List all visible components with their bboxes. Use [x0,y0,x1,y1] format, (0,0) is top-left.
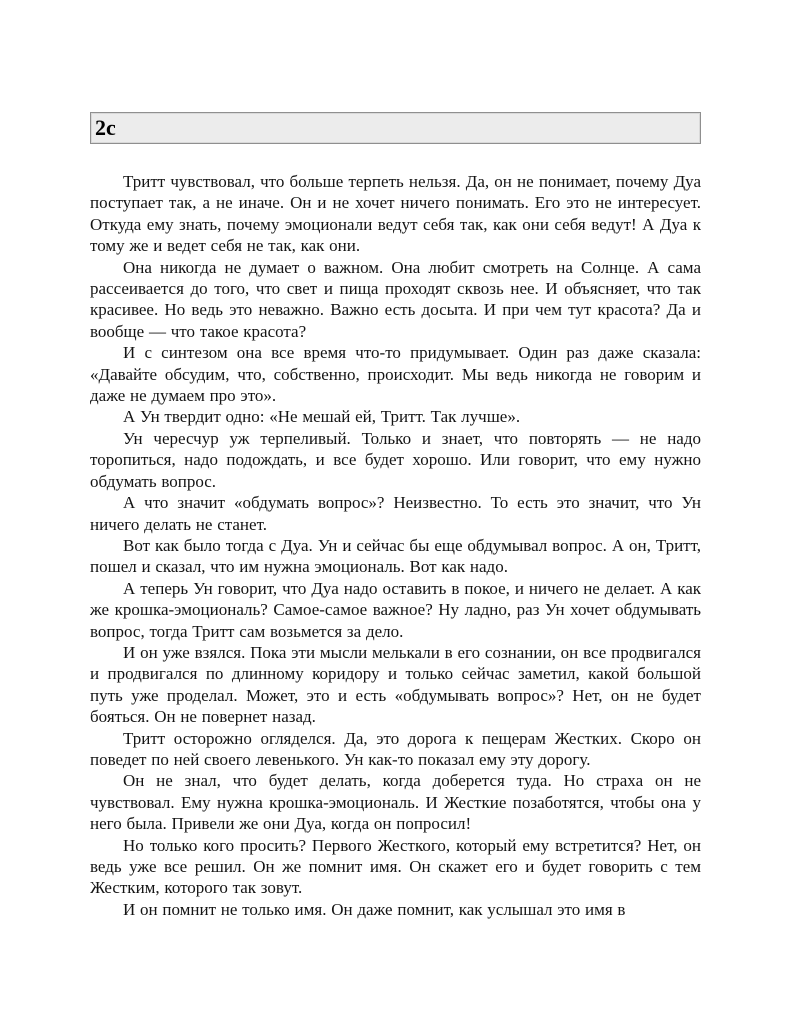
paragraph: Но только кого просить? Первого Жесткого, который ему встретится? Нет, он ведь уже все решил. Он же помнит имя. Он скажет его и будет говорить с тем Жестким, которого так зовут. [90,835,701,898]
paragraph: Тритт чувствовал, что больше терпеть нельзя. Да, он не понимает, почему Дуа поступает так, а не иначе. Он и не хочет ничего понимать. Его это не интересует. Откуда ему знать, почему эмоционали ведут себя так, как они себя ведут! А Дуа к тому же и ведет себя не так, как они. [90,172,701,256]
paragraph: Ун чересчур уж терпеливый. Только и знает, что повторять — не надо торопиться, надо подождать, и все будет хорошо. Или говорит, что ему нужно обдумать вопрос. [90,428,701,491]
paragraph: Вот как было тогда с Дуа. Ун и сейчас бы еще обдумывал вопрос. А он, Тритт, пошел и сказал, что им нужна эмоциональ. Вот как надо. [90,535,701,577]
paragraph: А Ун твердит одно: «Не мешай ей, Тритт. Так лучше». [123,407,521,427]
page-content [90,112,701,920]
paragraph: И он помнит не только имя. Он даже помнит, как услышал это имя в [123,899,626,919]
paragraph: Он не знал, что будет делать, когда доберется туда. Но страха он не чувствовал. Ему нужна крошка-эмоциональ. И Жесткие позаботятся, чтобы она у него была. Привели же они Дуа, когда он попросил! [90,771,701,834]
paragraph: Она никогда не думает о важном. Она любит смотреть на Солнце. А сама рассеивается до того, что свет и пища проходят сквозь нее. И объясняет, что так красивее. Но ведь это неважно. Важно есть досыта. И при чем тут красота? Да и вообще — что такое красота? [90,257,701,341]
paragraph: И он уже взялся. Пока эти мысли мелькали в его сознании, он все продвигался и продвигался по длинному коридору и только сейчас заметил, какой большой путь уже проделал. Может, это и есть «обдумывать вопрос»? Нет, он не будет бояться. Он не повернет назад. [90,642,701,727]
paragraph: Тритт осторожно огляделся. Да, это дорога к пещерам Жестких. Скоро он поведет по ней своего левенького. Ун как-то показал ему эту дорогу. [90,728,701,769]
section-header [90,112,701,144]
text-block [90,171,701,920]
paragraph: А что значит «обдумать вопрос»? Неизвестно. То есть это значит, что Ун ничего делать не станет. [90,493,701,534]
paragraph: И с синтезом она все время что-то придумывает. Один раз даже сказала: «Давайте обсудим, что, собственно, происходит. Мы ведь никогда не говорим и даже не думаем про это». [90,343,701,406]
paragraph: А теперь Ун говорит, что Дуа надо оставить в покое, и ничего не делает. А как же крошка-эмоциональ? Самое-самое важное? Ну ладно, раз Ун хочет обдумывать вопрос, тогда Тритт сам возьмется за дело. [90,578,701,641]
section-header-label: 2c [95,115,116,140]
